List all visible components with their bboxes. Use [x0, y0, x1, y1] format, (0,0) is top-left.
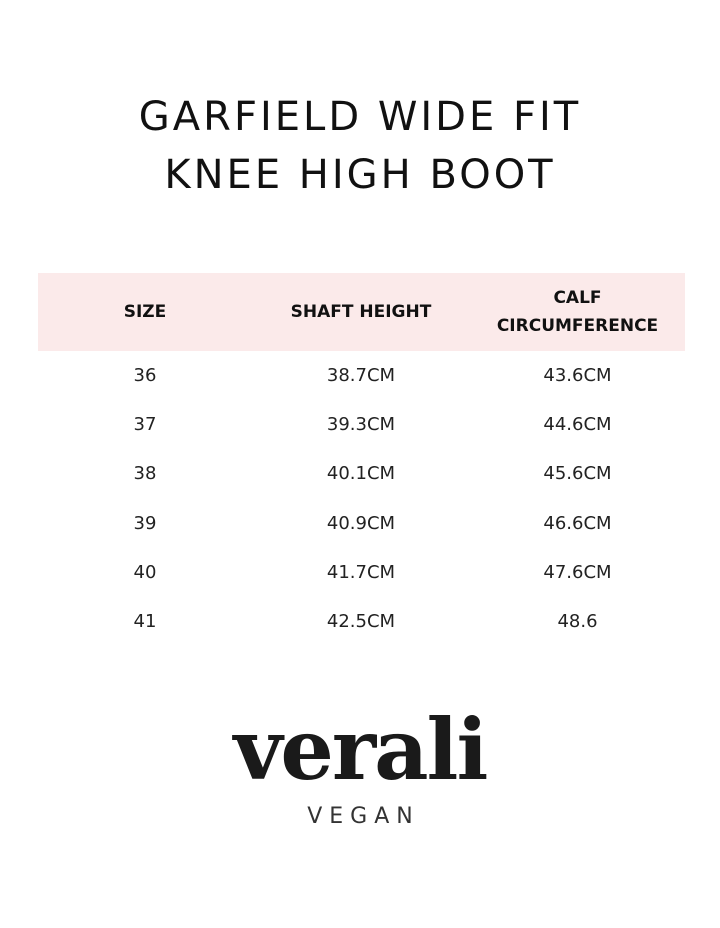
- cell-size: 37: [133, 414, 157, 436]
- header-size: SIZE: [123, 302, 167, 322]
- cell-calf: 45.6CM: [543, 463, 612, 485]
- table-row: [38, 499, 685, 548]
- size-chart-table: [38, 273, 685, 646]
- cell-size: 41: [133, 611, 157, 633]
- cell-size: 39: [133, 512, 157, 534]
- brand-logo: [0, 700, 720, 829]
- title-line-1: GARFIELD WIDE FIT: [138, 94, 582, 140]
- cell-calf: 47.6CM: [543, 561, 612, 583]
- table-row: [38, 597, 685, 646]
- cell-calf: 46.6CM: [543, 512, 612, 534]
- brand-wordmark: verali: [233, 700, 487, 799]
- title-line-2: KNEE HIGH BOOT: [164, 152, 556, 198]
- header-shaft-height: SHAFT HEIGHT: [290, 302, 432, 322]
- cell-size: 38: [133, 463, 157, 485]
- cell-calf: 44.6CM: [543, 414, 612, 436]
- cell-shaft-height: 38.7CM: [326, 365, 396, 387]
- table-row: [38, 548, 685, 597]
- table-body: [38, 351, 685, 646]
- brand-subtitle: VEGAN: [307, 804, 420, 829]
- header-calf-line-1: CALF: [553, 288, 602, 308]
- table-header: [38, 273, 685, 351]
- table-row: [38, 449, 685, 498]
- cell-shaft-height: 39.3CM: [326, 414, 396, 436]
- header-calf-circumference: [470, 284, 685, 340]
- cell-shaft-height: 40.9CM: [326, 512, 396, 534]
- cell-shaft-height: 42.5CM: [326, 611, 396, 633]
- page-title: [0, 88, 720, 204]
- cell-calf: 48.6: [557, 611, 598, 633]
- table-row: [38, 351, 685, 400]
- header-calf-line-2: CIRCUMFERENCE: [496, 316, 659, 336]
- table-row: [38, 400, 685, 449]
- cell-size: 40: [133, 561, 157, 583]
- cell-shaft-height: 41.7CM: [326, 561, 396, 583]
- cell-shaft-height: 40.1CM: [326, 463, 396, 485]
- cell-size: 36: [133, 365, 157, 387]
- cell-calf: 43.6CM: [543, 365, 612, 387]
